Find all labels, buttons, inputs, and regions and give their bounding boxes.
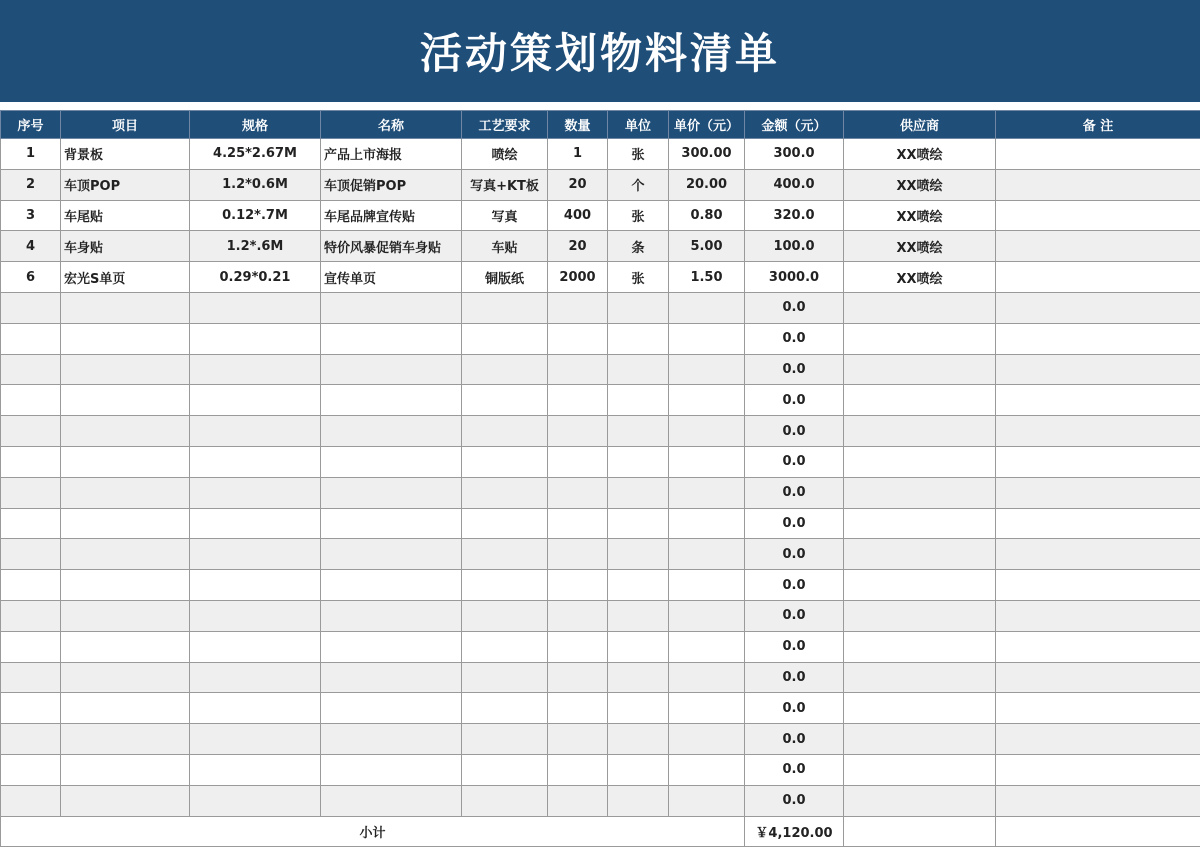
cell-supplier[interactable]: XX喷绘 <box>844 169 996 200</box>
cell-unit[interactable] <box>608 631 669 662</box>
cell-unit[interactable] <box>608 785 669 816</box>
cell-unit[interactable] <box>608 754 669 785</box>
cell-craft[interactable] <box>462 354 548 385</box>
cell-supplier[interactable] <box>844 539 996 570</box>
cell-name[interactable] <box>321 385 462 416</box>
cell-spec[interactable] <box>190 446 321 477</box>
cell-price[interactable] <box>669 785 745 816</box>
cell-no[interactable] <box>1 292 61 323</box>
cell-name[interactable] <box>321 292 462 323</box>
cell-remark[interactable] <box>996 323 1200 354</box>
cell-qty[interactable] <box>548 416 608 447</box>
table-row <box>1 693 1200 724</box>
cell-item[interactable] <box>61 662 190 693</box>
cell-amount[interactable]: 0.0 <box>745 354 844 385</box>
cell-price[interactable] <box>669 539 745 570</box>
cell-amount[interactable]: 100.0 <box>745 231 844 262</box>
cell-qty[interactable] <box>548 785 608 816</box>
cell-qty[interactable] <box>548 446 608 477</box>
cell-supplier[interactable] <box>844 477 996 508</box>
cell-price[interactable] <box>669 416 745 447</box>
cell-supplier[interactable] <box>844 508 996 539</box>
table-row <box>1 354 1200 385</box>
cell-item[interactable] <box>61 446 190 477</box>
cell-item[interactable] <box>61 724 190 755</box>
cell-qty[interactable] <box>548 508 608 539</box>
cell-no[interactable]: 2 <box>1 169 61 200</box>
cell-amount[interactable]: 0.0 <box>745 754 844 785</box>
cell-price[interactable] <box>669 292 745 323</box>
cell-amount[interactable]: 0.0 <box>745 724 844 755</box>
cell-spec[interactable] <box>190 354 321 385</box>
cell-no[interactable] <box>1 477 61 508</box>
cell-no[interactable] <box>1 724 61 755</box>
cell-no[interactable]: 3 <box>1 200 61 231</box>
cell-supplier[interactable] <box>844 292 996 323</box>
cell-qty[interactable]: 20 <box>548 169 608 200</box>
cell-qty[interactable] <box>548 754 608 785</box>
cell-spec[interactable] <box>190 539 321 570</box>
table-row <box>1 231 1200 262</box>
cell-spec[interactable] <box>190 785 321 816</box>
cell-price[interactable]: 1.50 <box>669 262 745 293</box>
cell-no[interactable] <box>1 662 61 693</box>
cell-spec[interactable] <box>190 477 321 508</box>
table-row <box>1 785 1200 816</box>
cell-craft[interactable] <box>462 600 548 631</box>
cell-craft[interactable] <box>462 693 548 724</box>
cell-craft[interactable]: 写真+KT板 <box>462 169 548 200</box>
cell-supplier[interactable] <box>844 662 996 693</box>
cell-remark[interactable] <box>996 262 1200 293</box>
cell-remark[interactable] <box>996 724 1200 755</box>
cell-supplier[interactable] <box>844 785 996 816</box>
cell-remark[interactable] <box>996 169 1200 200</box>
table-row <box>1 631 1200 662</box>
cell-qty[interactable] <box>548 570 608 601</box>
cell-item[interactable] <box>61 416 190 447</box>
cell-spec[interactable]: 1.2*0.6M <box>190 169 321 200</box>
cell-supplier[interactable] <box>844 385 996 416</box>
cell-item[interactable] <box>61 600 190 631</box>
col-header-amount: 金额（元） <box>745 111 844 139</box>
cell-craft[interactable]: 喷绘 <box>462 139 548 170</box>
cell-amount[interactable]: 0.0 <box>745 600 844 631</box>
cell-item[interactable] <box>61 292 190 323</box>
cell-price[interactable] <box>669 600 745 631</box>
col-header-spec: 规格 <box>190 111 321 139</box>
cell-craft[interactable] <box>462 631 548 662</box>
cell-unit[interactable] <box>608 570 669 601</box>
cell-price[interactable] <box>669 508 745 539</box>
cell-craft[interactable]: 车贴 <box>462 231 548 262</box>
cell-price[interactable] <box>669 724 745 755</box>
cell-supplier[interactable] <box>844 600 996 631</box>
cell-craft[interactable] <box>462 785 548 816</box>
cell-no[interactable] <box>1 631 61 662</box>
cell-item[interactable] <box>61 754 190 785</box>
cell-amount[interactable]: 0.0 <box>745 446 844 477</box>
col-header-qty: 数量 <box>548 111 608 139</box>
cell-spec[interactable] <box>190 724 321 755</box>
cell-qty[interactable] <box>548 600 608 631</box>
cell-qty[interactable] <box>548 631 608 662</box>
cell-no[interactable] <box>1 570 61 601</box>
cell-craft[interactable] <box>462 477 548 508</box>
cell-spec[interactable] <box>190 693 321 724</box>
cell-amount[interactable]: 400.0 <box>745 169 844 200</box>
cell-unit[interactable]: 张 <box>608 262 669 293</box>
cell-unit[interactable] <box>608 508 669 539</box>
cell-name[interactable]: 宣传单页 <box>321 262 462 293</box>
cell-unit[interactable] <box>608 539 669 570</box>
cell-unit[interactable]: 张 <box>608 200 669 231</box>
cell-unit[interactable] <box>608 446 669 477</box>
cell-name[interactable] <box>321 570 462 601</box>
table-row <box>1 477 1200 508</box>
cell-supplier[interactable] <box>844 570 996 601</box>
cell-amount[interactable]: 0.0 <box>745 570 844 601</box>
cell-name[interactable] <box>321 477 462 508</box>
cell-qty[interactable] <box>548 693 608 724</box>
cell-qty[interactable] <box>548 662 608 693</box>
cell-item[interactable]: 宏光S单页 <box>61 262 190 293</box>
cell-amount[interactable]: 0.0 <box>745 662 844 693</box>
cell-price[interactable]: 300.00 <box>669 139 745 170</box>
col-header-craft: 工艺要求 <box>462 111 548 139</box>
cell-item[interactable]: 背景板 <box>61 139 190 170</box>
cell-price[interactable]: 0.80 <box>669 200 745 231</box>
materials-table <box>0 110 1200 847</box>
cell-no[interactable] <box>1 539 61 570</box>
cell-item[interactable] <box>61 508 190 539</box>
cell-craft[interactable] <box>462 292 548 323</box>
cell-amount[interactable]: 0.0 <box>745 785 844 816</box>
col-header-supplier: 供应商 <box>844 111 996 139</box>
cell-remark[interactable] <box>996 446 1200 477</box>
cell-craft[interactable] <box>462 724 548 755</box>
cell-price[interactable]: 20.00 <box>669 169 745 200</box>
cell-qty[interactable] <box>548 539 608 570</box>
cell-spec[interactable] <box>190 292 321 323</box>
cell-price[interactable] <box>669 477 745 508</box>
cell-item[interactable] <box>61 323 190 354</box>
cell-craft[interactable]: 铜版纸 <box>462 262 548 293</box>
cell-remark[interactable] <box>996 139 1200 170</box>
cell-remark[interactable] <box>996 508 1200 539</box>
cell-qty[interactable] <box>548 477 608 508</box>
table-row <box>1 446 1200 477</box>
cell-unit[interactable] <box>608 477 669 508</box>
cell-amount[interactable]: 0.0 <box>745 292 844 323</box>
cell-remark[interactable] <box>996 416 1200 447</box>
cell-amount[interactable]: 0.0 <box>745 323 844 354</box>
cell-item[interactable] <box>61 477 190 508</box>
cell-spec[interactable] <box>190 570 321 601</box>
cell-name[interactable] <box>321 416 462 447</box>
cell-remark[interactable] <box>996 785 1200 816</box>
cell-spec[interactable]: 4.25*2.67M <box>190 139 321 170</box>
cell-supplier[interactable]: XX喷绘 <box>844 262 996 293</box>
cell-no[interactable] <box>1 785 61 816</box>
cell-remark[interactable] <box>996 200 1200 231</box>
cell-name[interactable] <box>321 600 462 631</box>
subtotal-row <box>1 816 1200 846</box>
col-header-remark: 备 注 <box>996 111 1200 139</box>
cell-remark[interactable] <box>996 631 1200 662</box>
cell-craft[interactable] <box>462 754 548 785</box>
cell-spec[interactable] <box>190 323 321 354</box>
subtotal-value[interactable]: ￥4,120.00 <box>745 816 844 846</box>
cell-remark[interactable] <box>996 354 1200 385</box>
cell-price[interactable] <box>669 662 745 693</box>
col-header-price: 单价（元） <box>669 111 745 139</box>
cell-spec[interactable] <box>190 416 321 447</box>
col-header-unit: 单位 <box>608 111 669 139</box>
cell-supplier[interactable] <box>844 724 996 755</box>
col-header-no: 序号 <box>1 111 61 139</box>
cell-spec[interactable] <box>190 508 321 539</box>
cell-price[interactable] <box>669 570 745 601</box>
cell-unit[interactable]: 条 <box>608 231 669 262</box>
table-row <box>1 754 1200 785</box>
cell-spec[interactable] <box>190 631 321 662</box>
cell-craft[interactable] <box>462 323 548 354</box>
cell-craft[interactable] <box>462 385 548 416</box>
cell-qty[interactable]: 400 <box>548 200 608 231</box>
cell-item[interactable] <box>61 785 190 816</box>
cell-qty[interactable] <box>548 323 608 354</box>
cell-supplier[interactable] <box>844 693 996 724</box>
cell-name[interactable] <box>321 446 462 477</box>
table-row <box>1 724 1200 755</box>
cell-no[interactable]: 4 <box>1 231 61 262</box>
cell-remark[interactable] <box>996 600 1200 631</box>
cell-unit[interactable] <box>608 600 669 631</box>
cell-name[interactable] <box>321 662 462 693</box>
table-row <box>1 539 1200 570</box>
title-banner <box>0 0 1200 102</box>
cell-no[interactable] <box>1 385 61 416</box>
cell-spec[interactable] <box>190 662 321 693</box>
table-row <box>1 262 1200 293</box>
cell-craft[interactable]: 写真 <box>462 200 548 231</box>
cell-name[interactable] <box>321 508 462 539</box>
cell-qty[interactable] <box>548 354 608 385</box>
cell-item[interactable] <box>61 385 190 416</box>
cell-amount[interactable]: 0.0 <box>745 416 844 447</box>
cell-amount[interactable]: 300.0 <box>745 139 844 170</box>
cell-unit[interactable] <box>608 724 669 755</box>
cell-remark[interactable] <box>996 231 1200 262</box>
page-title: 活动策划物料清单 <box>419 29 780 78</box>
cell-amount[interactable]: 320.0 <box>745 200 844 231</box>
cell-spec[interactable]: 0.12*.7M <box>190 200 321 231</box>
cell-price[interactable] <box>669 446 745 477</box>
cell-remark[interactable] <box>996 662 1200 693</box>
cell-unit[interactable] <box>608 323 669 354</box>
cell-supplier[interactable]: XX喷绘 <box>844 231 996 262</box>
cell-craft[interactable] <box>462 416 548 447</box>
cell-unit[interactable] <box>608 292 669 323</box>
subtotal-supplier-cell[interactable] <box>844 816 996 846</box>
cell-supplier[interactable] <box>844 416 996 447</box>
cell-unit[interactable] <box>608 354 669 385</box>
table-row <box>1 323 1200 354</box>
cell-price[interactable] <box>669 385 745 416</box>
table-row <box>1 169 1200 200</box>
table-row <box>1 292 1200 323</box>
table-row <box>1 385 1200 416</box>
cell-no[interactable] <box>1 446 61 477</box>
cell-amount[interactable]: 0.0 <box>745 477 844 508</box>
table-row <box>1 139 1200 170</box>
subtotal-remark-cell[interactable] <box>996 816 1200 846</box>
cell-qty[interactable] <box>548 292 608 323</box>
cell-no[interactable] <box>1 354 61 385</box>
cell-supplier[interactable] <box>844 354 996 385</box>
cell-name[interactable] <box>321 754 462 785</box>
cell-qty[interactable]: 2000 <box>548 262 608 293</box>
cell-remark[interactable] <box>996 539 1200 570</box>
cell-unit[interactable] <box>608 385 669 416</box>
cell-craft[interactable] <box>462 662 548 693</box>
col-header-item: 项目 <box>61 111 190 139</box>
cell-no[interactable] <box>1 323 61 354</box>
cell-price[interactable] <box>669 754 745 785</box>
table-row <box>1 416 1200 447</box>
cell-item[interactable]: 车顶POP <box>61 169 190 200</box>
cell-amount[interactable]: 0.0 <box>745 508 844 539</box>
cell-qty[interactable] <box>548 724 608 755</box>
cell-amount[interactable]: 0.0 <box>745 539 844 570</box>
cell-amount[interactable]: 0.0 <box>745 693 844 724</box>
cell-name[interactable] <box>321 354 462 385</box>
cell-remark[interactable] <box>996 385 1200 416</box>
table-row <box>1 600 1200 631</box>
cell-price[interactable] <box>669 631 745 662</box>
col-header-name: 名称 <box>321 111 462 139</box>
cell-name[interactable] <box>321 724 462 755</box>
cell-price[interactable] <box>669 693 745 724</box>
cell-name[interactable] <box>321 631 462 662</box>
cell-spec[interactable]: 0.29*0.21 <box>190 262 321 293</box>
cell-craft[interactable] <box>462 570 548 601</box>
cell-item[interactable]: 车尾贴 <box>61 200 190 231</box>
cell-qty[interactable]: 20 <box>548 231 608 262</box>
cell-name[interactable] <box>321 323 462 354</box>
cell-no[interactable]: 6 <box>1 262 61 293</box>
cell-craft[interactable] <box>462 508 548 539</box>
cell-unit[interactable]: 张 <box>608 139 669 170</box>
cell-name[interactable] <box>321 539 462 570</box>
cell-item[interactable] <box>61 631 190 662</box>
cell-remark[interactable] <box>996 570 1200 601</box>
cell-no[interactable] <box>1 693 61 724</box>
cell-item[interactable]: 车身贴 <box>61 231 190 262</box>
cell-name[interactable] <box>321 785 462 816</box>
cell-name[interactable]: 车顶促销POP <box>321 169 462 200</box>
cell-item[interactable] <box>61 693 190 724</box>
cell-unit[interactable]: 个 <box>608 169 669 200</box>
cell-qty[interactable] <box>548 385 608 416</box>
cell-supplier[interactable]: XX喷绘 <box>844 139 996 170</box>
cell-no[interactable] <box>1 754 61 785</box>
cell-spec[interactable] <box>190 600 321 631</box>
cell-price[interactable] <box>669 323 745 354</box>
cell-amount[interactable]: 3000.0 <box>745 262 844 293</box>
cell-name[interactable]: 产品上市海报 <box>321 139 462 170</box>
cell-supplier[interactable] <box>844 446 996 477</box>
cell-unit[interactable] <box>608 662 669 693</box>
cell-no[interactable] <box>1 600 61 631</box>
table-row <box>1 508 1200 539</box>
cell-spec[interactable] <box>190 385 321 416</box>
cell-remark[interactable] <box>996 292 1200 323</box>
cell-price[interactable]: 5.00 <box>669 231 745 262</box>
cell-item[interactable] <box>61 539 190 570</box>
cell-remark[interactable] <box>996 477 1200 508</box>
subtotal-label[interactable]: 小计 <box>1 816 745 846</box>
cell-remark[interactable] <box>996 754 1200 785</box>
cell-supplier[interactable]: XX喷绘 <box>844 200 996 231</box>
table-row <box>1 662 1200 693</box>
cell-supplier[interactable] <box>844 754 996 785</box>
cell-no[interactable] <box>1 508 61 539</box>
cell-amount[interactable]: 0.0 <box>745 385 844 416</box>
cell-name[interactable]: 特价风暴促销车身贴 <box>321 231 462 262</box>
cell-no[interactable]: 1 <box>1 139 61 170</box>
header-row <box>1 111 1200 139</box>
cell-supplier[interactable] <box>844 323 996 354</box>
cell-supplier[interactable] <box>844 631 996 662</box>
table-row <box>1 570 1200 601</box>
cell-craft[interactable] <box>462 539 548 570</box>
cell-craft[interactable] <box>462 446 548 477</box>
table-row <box>1 200 1200 231</box>
cell-name[interactable] <box>321 693 462 724</box>
cell-name[interactable]: 车尾品牌宣传贴 <box>321 200 462 231</box>
cell-item[interactable] <box>61 354 190 385</box>
cell-qty[interactable]: 1 <box>548 139 608 170</box>
cell-unit[interactable] <box>608 693 669 724</box>
cell-no[interactable] <box>1 416 61 447</box>
cell-remark[interactable] <box>996 693 1200 724</box>
cell-amount[interactable]: 0.0 <box>745 631 844 662</box>
cell-item[interactable] <box>61 570 190 601</box>
cell-unit[interactable] <box>608 416 669 447</box>
cell-price[interactable] <box>669 354 745 385</box>
cell-spec[interactable] <box>190 754 321 785</box>
table-body <box>1 139 1200 817</box>
cell-spec[interactable]: 1.2*.6M <box>190 231 321 262</box>
